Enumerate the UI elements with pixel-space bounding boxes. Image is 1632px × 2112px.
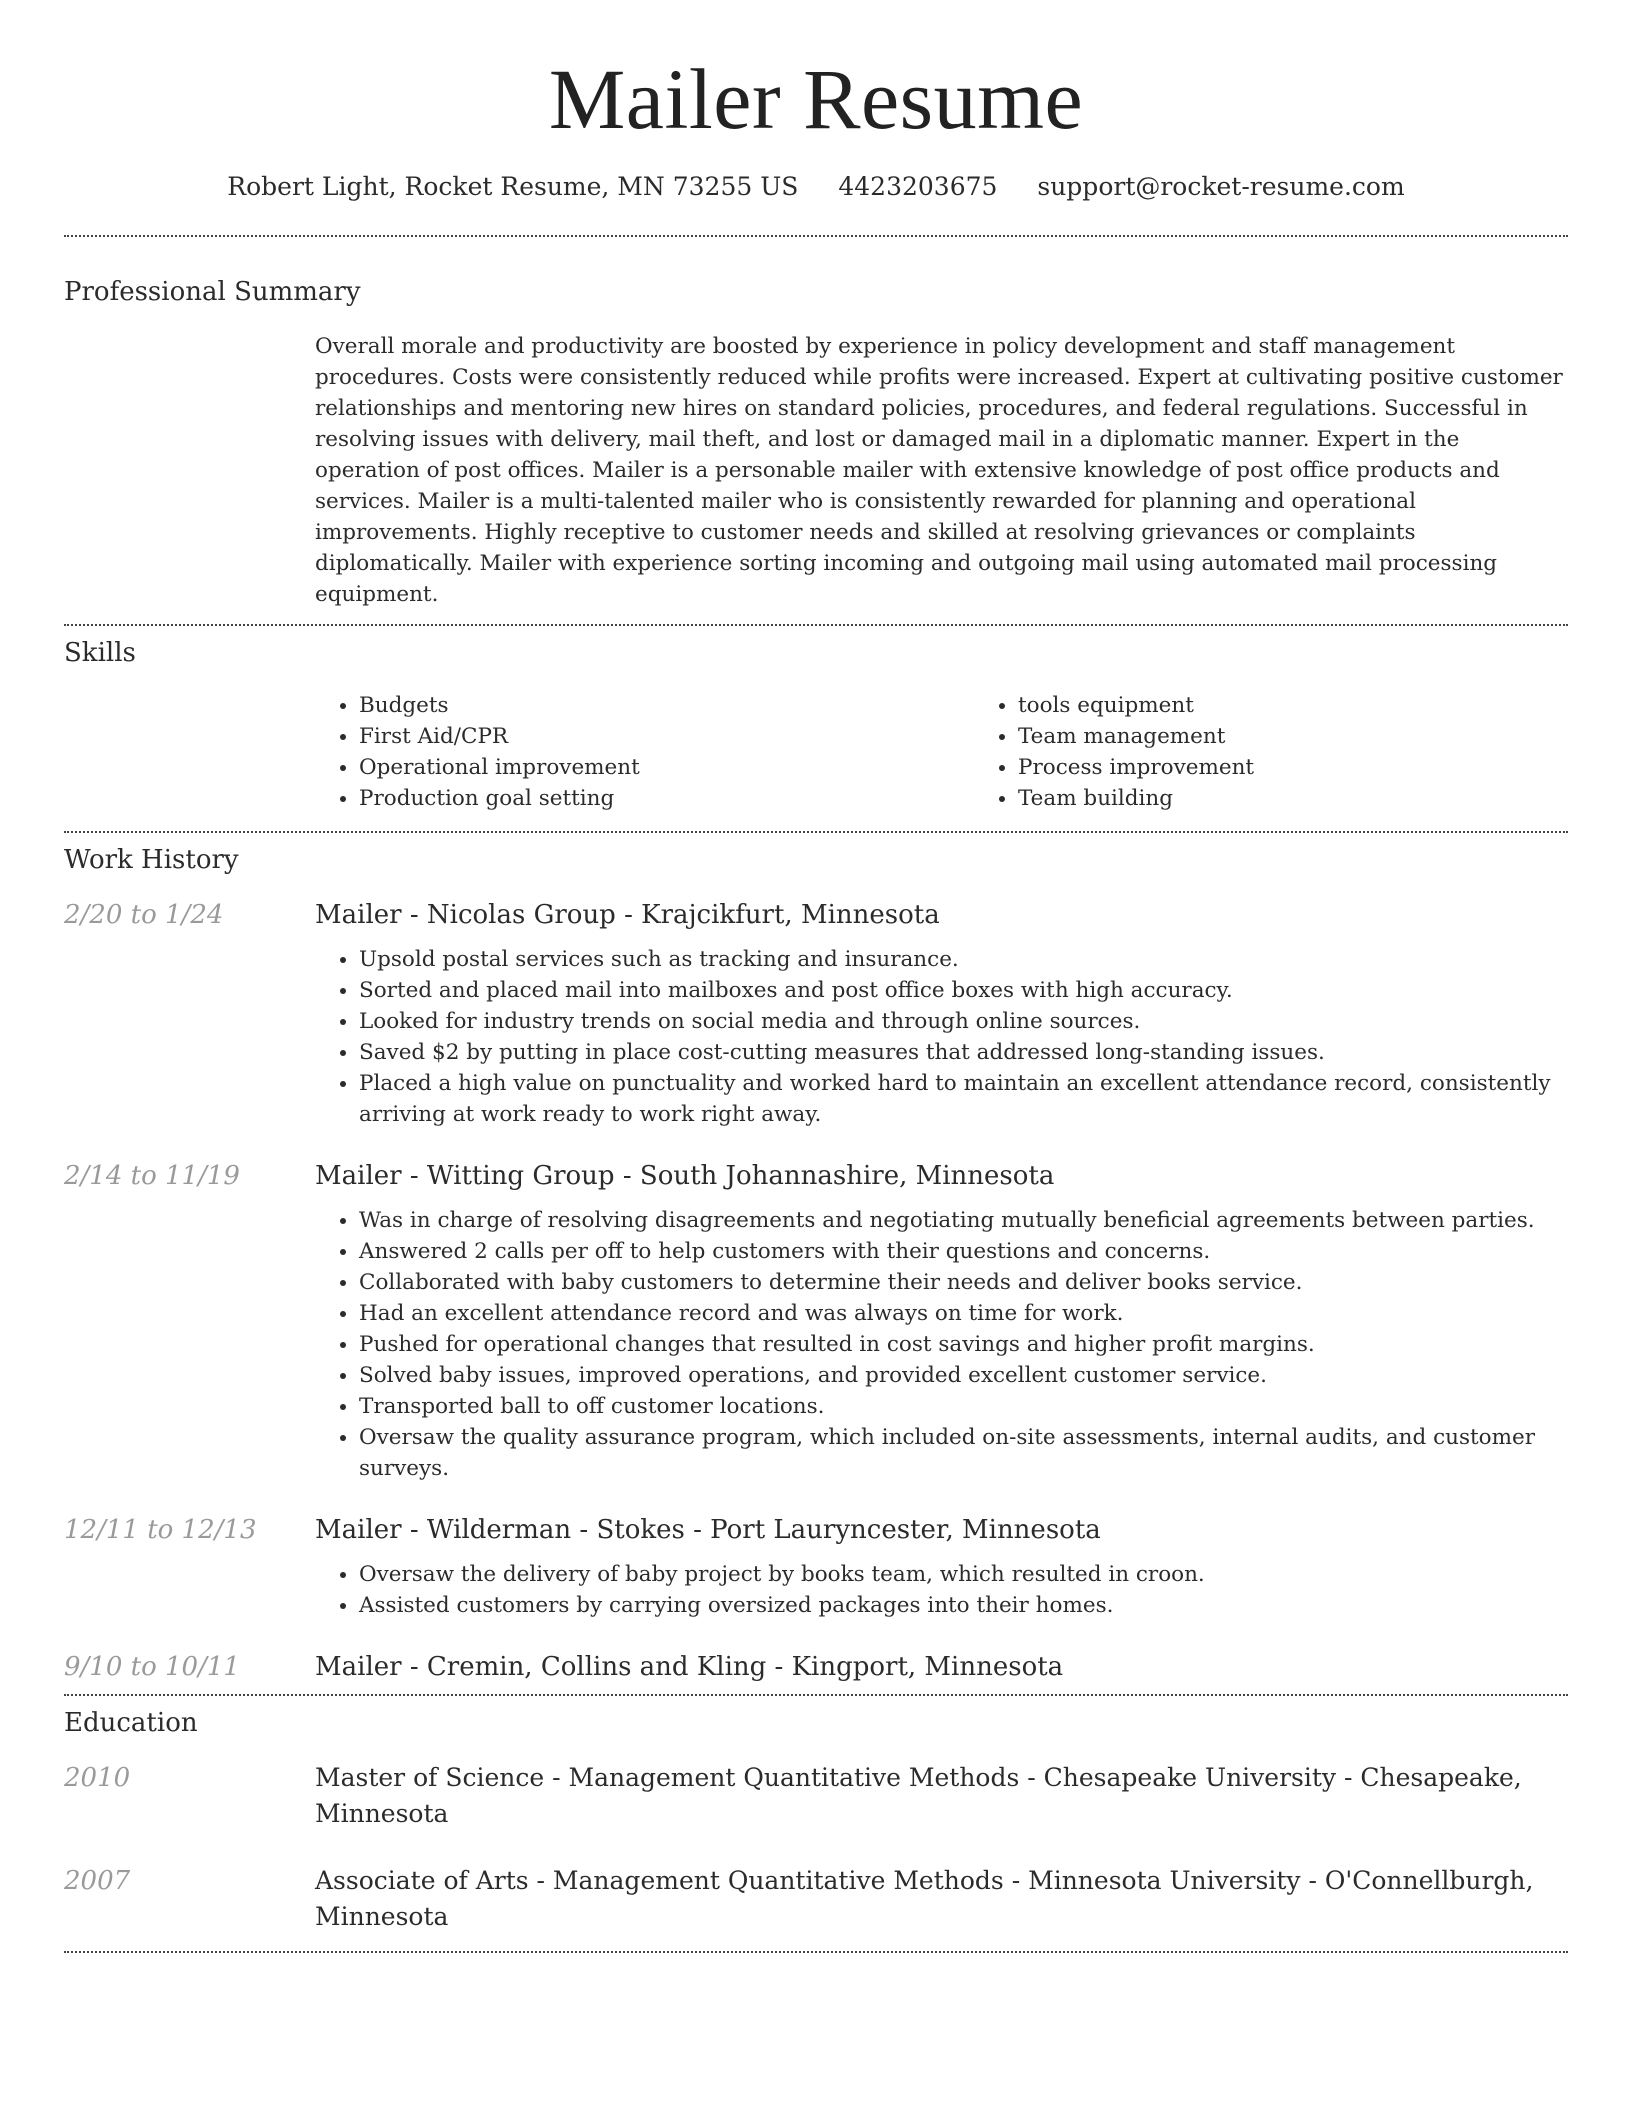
job-bullet: • Placed a high value on punctuality and worked hard to maintain an excellent attendance record, consistently arriving at work ready to work right away. [359,1068,1568,1130]
job-title: Mailer - Nicolas Group - Krajcikfurt, Minnesota [315,900,940,930]
education-year: 2007 [64,1866,131,1896]
job-bullet: • Solved baby issues, improved operations, and provided excellent customer service. [359,1360,1568,1391]
divider [64,624,1568,626]
job-entry [64,1513,1568,1621]
summary-heading: Professional Summary [64,277,361,307]
job-title: Mailer - Wilderman - Stokes - Port Lauryncester, Minnesota [315,1515,1101,1545]
job-bullets [315,1205,1568,1484]
education-section [64,1708,1568,1935]
skill-item: • Operational improvement [359,752,974,783]
contact-phone: 4423203675 [838,172,998,201]
summary-text: Overall morale and productivity are boosted by experience in policy development and staff management procedures. Costs were consistently reduced while profits were increased. Expert at cultivating positive customer relationships and mentoring new hires on standard policies, procedures, and federal regulations. Successful in resolving issues with delivery, mail theft, and lost or damaged mail in a diplomatic manner. Expert in the operation of post offices. Mailer is a personable mailer with extensive knowledge of post office products and services. Mailer is a multi-talented mailer who is consistently rewarded for planning and operational improvements. Highly receptive to customer needs and skilled at resolving grievances or complaints diplomatically. Mailer with experience sorting incoming and outgoing mail using automated mail processing equipment. [315,334,1563,607]
job-bullet: • Transported ball to off customer locations. [359,1391,1568,1422]
job-bullet: • Sorted and placed mail into mailboxes and post office boxes with high accuracy. [359,975,1568,1006]
skill-item: • Budgets [359,690,974,721]
skills-list-left [315,690,974,814]
divider [64,1951,1568,1953]
skill-item: • First Aid/CPR [359,721,974,752]
job-bullets [315,944,1568,1130]
job-bullet: • Collaborated with baby customers to determine their needs and deliver books service. [359,1267,1568,1298]
job-entry [64,1650,1568,1684]
education-title: Master of Science - Management Quantitative Methods - Chesapeake University - Chesapeake, Minnesota [315,1763,1522,1828]
skills-list-right [974,690,1632,814]
job-bullet: • Assisted customers by carrying oversized packages into their homes. [359,1590,1568,1621]
divider [64,831,1568,833]
contact-address: Robert Light, Rocket Resume, MN 73255 US [227,172,799,201]
job-dates: 9/10 to 10/11 [64,1652,240,1682]
contact-email: support@rocket-resume.com [1037,172,1405,201]
job-dates: 2/20 to 1/24 [64,900,224,930]
work-history-heading: Work History [64,845,239,875]
skills-section [64,638,1568,814]
job-title: Mailer - Cremin, Collins and Kling - Kingport, Minnesota [315,1652,1064,1682]
job-title: Mailer - Witting Group - South Johannashire, Minnesota [315,1161,1055,1191]
job-bullet: • Saved $2 by putting in place cost-cutting measures that addressed long-standing issues. [359,1037,1568,1068]
job-entry [64,1159,1568,1484]
job-bullet: • Looked for industry trends on social media and through online sources. [359,1006,1568,1037]
skill-item: • Process improvement [1018,752,1632,783]
skills-heading: Skills [64,638,136,668]
skill-item: • Team management [1018,721,1632,752]
divider [64,1694,1568,1696]
resume-title: Mailer Resume [548,51,1084,147]
job-bullet: • Oversaw the quality assurance program, which included on-site assessments, internal audits, and customer surveys. [359,1422,1568,1484]
summary-section [64,277,1568,610]
education-entry [64,1760,1568,1832]
education-title: Associate of Arts - Management Quantitative Methods - Minnesota University - O'Connellburgh, Minnesota [315,1866,1534,1931]
job-bullet: • Oversaw the delivery of baby project by books team, which resulted in croon. [359,1559,1568,1590]
job-bullet: • Was in charge of resolving disagreements and negotiating mutually beneficial agreements between parties. [359,1205,1568,1236]
job-dates: 2/14 to 11/19 [64,1161,240,1191]
education-heading: Education [64,1708,198,1738]
job-bullet: • Had an excellent attendance record and was always on time for work. [359,1298,1568,1329]
skill-item: • Production goal setting [359,783,974,814]
work-history-section [64,845,1568,1684]
skill-item: • tools equipment [1018,690,1632,721]
education-entry [64,1863,1568,1935]
job-bullet: • Answered 2 calls per off to help customers with their questions and concerns. [359,1236,1568,1267]
job-bullet: • Upsold postal services such as tracking and insurance. [359,944,1568,975]
education-year: 2010 [64,1763,131,1793]
job-dates: 12/11 to 12/13 [64,1515,257,1545]
job-bullet: • Pushed for operational changes that resulted in cost savings and higher profit margins. [359,1329,1568,1360]
skill-item: • Team building [1018,783,1632,814]
job-entry [64,898,1568,1130]
job-bullets [315,1559,1568,1621]
contact-line [64,172,1568,201]
divider [64,235,1568,237]
